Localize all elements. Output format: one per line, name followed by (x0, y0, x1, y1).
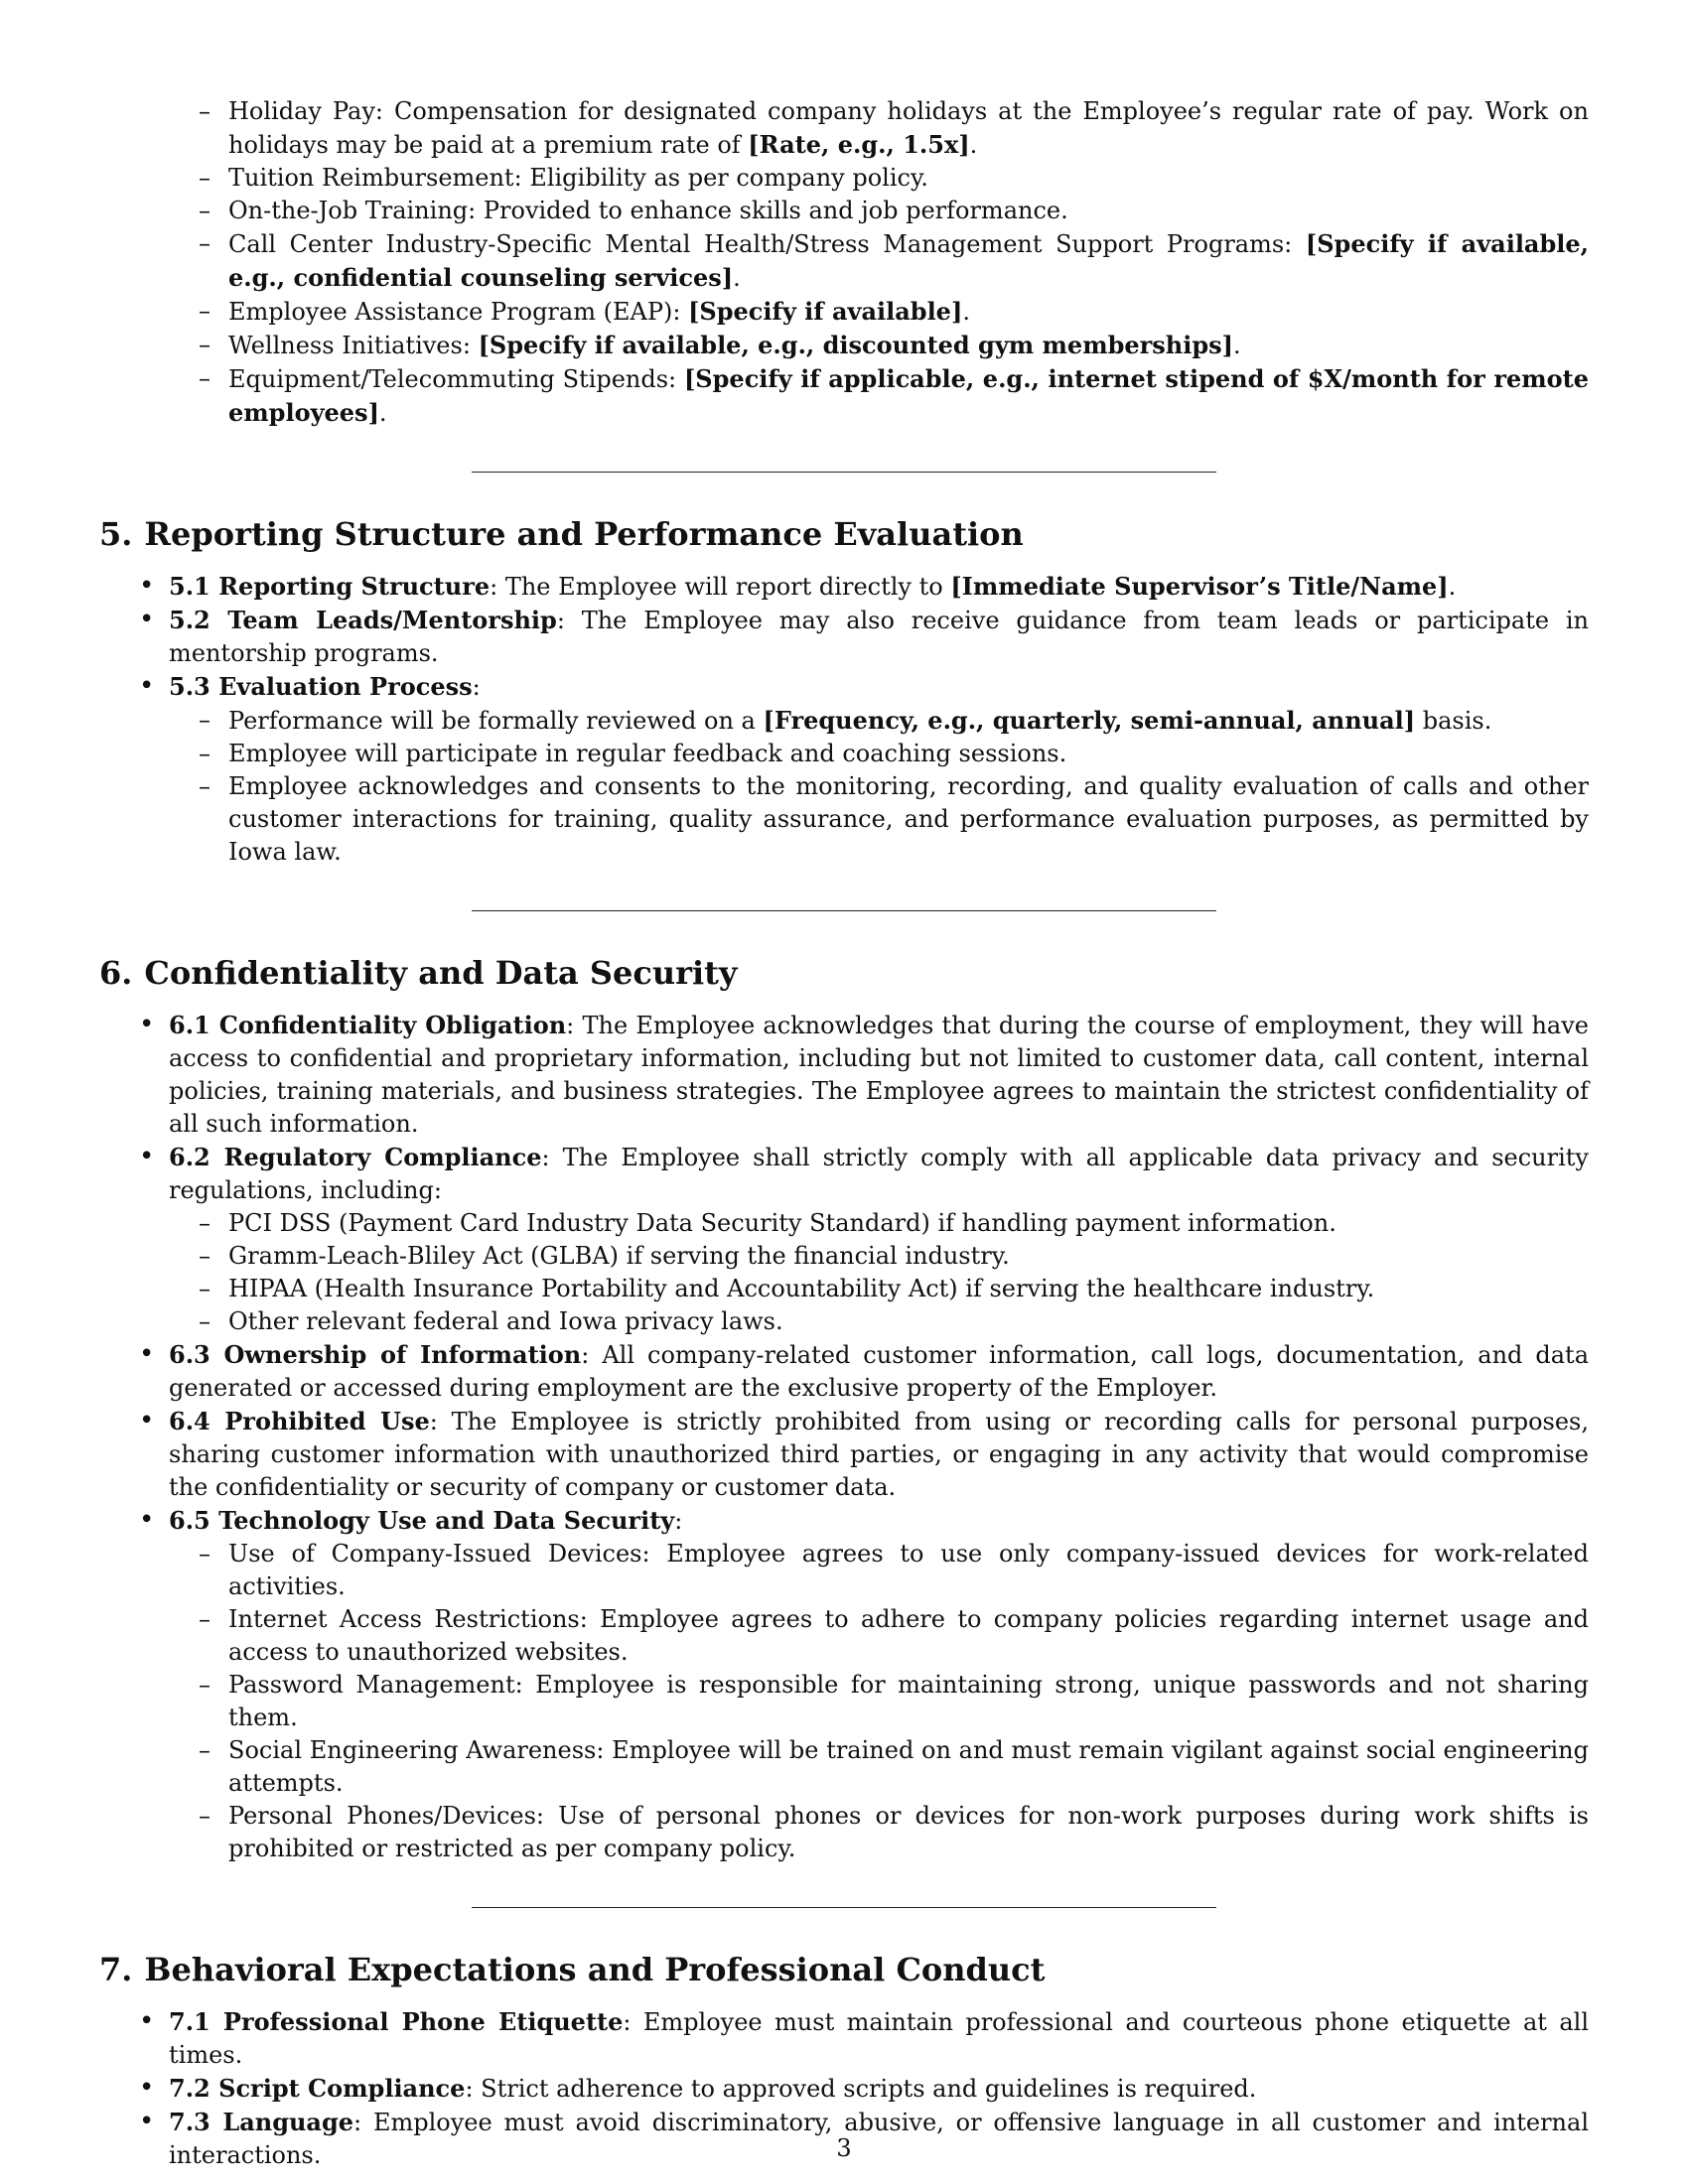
list-item: – Call Center Industry-Specific Mental Health/Stress Management Support Programs: [Specify if available, e.g., confidential counseling services]. (99, 227, 1589, 295)
list-item: – Gramm-Leach-Bliley Act (GLBA) if serving the financial industry. (169, 1240, 1589, 1273)
list-item: • 7.2 Script Compliance: Strict adherence to approved scripts and guidelines is required. (99, 2072, 1589, 2106)
list-item: – Performance will be formally reviewed on a [Frequency, e.g., quarterly, semi-annual, annual] basis. (169, 704, 1589, 738)
list-item: – Employee acknowledges and consents to the monitoring, recording, and quality evaluation of calls and other customer interactions for training, quality assurance, and performance evaluation purposes, as permitted by Iowa law. (169, 770, 1589, 869)
list-item: – On-the-Job Training: Provided to enhance skills and job performance. (99, 195, 1589, 227)
list-item: – Internet Access Restrictions: Employee agrees to adhere to company policies regarding internet usage and access to unauthorized websites. (169, 1603, 1589, 1669)
list-item: – Holiday Pay: Compensation for designated company holidays at the Employee’s regular rate of pay. Work on holidays may be paid at a premium rate of [Rate, e.g., 1.5x]. (99, 95, 1589, 162)
list-item: • 5.1 Reporting Structure: The Employee will report directly to [Immediate Supervisor’s Title/Name]. (99, 570, 1589, 604)
benefits-list (99, 95, 1589, 430)
list-item: – Equipment/Telecommuting Stipends: [Specify if applicable, e.g., internet stipend of $X/month for remote employees]. (99, 362, 1589, 430)
list-item: • 5.2 Team Leads/Mentorship: The Employee may also receive guidance from team leads or participate in mentorship programs. (99, 604, 1589, 670)
section-5-list (99, 570, 1589, 869)
list-item: • 6.5 Technology Use and Data Security: – Use of Company-Issued Devices: Employee agrees to use only company-issued devices for work-related activities. – Internet Access Restrictions: Employee agrees to adhere to company policies regarding internet usage and access to unauthorized websites. – Password Management: Employee is responsible for maintaining strong, unique passwords and not sharing them. – Social Engineering Awareness: Employee will be trained on and must remain vigilant against social engineering attempts. – Personal Phones/Devices: Use of personal phones or devices for non-work purposes during work shifts is prohibited or restricted as per company policy. (99, 1504, 1589, 1865)
list-item: – Employee Assistance Program (EAP): [Specify if available]. (99, 295, 1589, 329)
list-item: • 6.1 Confidentiality Obligation: The Employee acknowledges that during the course of employment, they will have access to confidential and proprietary information, including but not limited to customer data, call content, internal policies, training materials, and business strategies. The Employee agrees to maintain the strictest confidentiality of all such information. (99, 1009, 1589, 1141)
list-item: • 7.1 Professional Phone Etiquette: Employee must maintain professional and courteous phone etiquette at all times. (99, 2005, 1589, 2072)
list-item: – Tuition Reimbursement: Eligibility as per company policy. (99, 162, 1589, 195)
list-item: – Wellness Initiatives: [Specify if available, e.g., discounted gym memberships]. (99, 329, 1589, 362)
list-item: – Personal Phones/Devices: Use of personal phones or devices for non-work purposes during work shifts is prohibited or restricted as per company policy. (169, 1800, 1589, 1865)
list-item: • 6.3 Ownership of Information: All company-related customer information, call logs, documentation, and data generated or accessed during employment are the exclusive property of the Employer. (99, 1338, 1589, 1405)
technology-sublist (169, 1538, 1589, 1865)
section-divider (472, 910, 1216, 911)
page-number: 3 (836, 2134, 852, 2162)
regulations-sublist (169, 1207, 1589, 1338)
list-item: – Use of Company-Issued Devices: Employee agrees to use only company-issued devices for work-related activities. (169, 1538, 1589, 1603)
list-item: – Social Engineering Awareness: Employee will be trained on and must remain vigilant against social engineering attempts. (169, 1734, 1589, 1800)
section-divider (472, 472, 1216, 473)
list-item: • 6.2 Regulatory Compliance: The Employee shall strictly comply with all applicable data privacy and security regulations, including: – PCI DSS (Payment Card Industry Data Security Standard) if handling payment information. – Gramm-Leach-Bliley Act (GLBA) if serving the financial industry. – HIPAA (Health Insurance Portability and Accountability Act) if serving the healthcare industry. – Other relevant federal and Iowa privacy laws. (99, 1141, 1589, 1338)
section-6-heading: 6. Confidentiality and Data Security (99, 954, 738, 992)
list-item: – Employee will participate in regular feedback and coaching sessions. (169, 738, 1589, 770)
list-item: – Password Management: Employee is responsible for maintaining strong, unique passwords and not sharing them. (169, 1669, 1589, 1734)
section-divider (472, 1907, 1216, 1908)
section-5-heading: 5. Reporting Structure and Performance Evaluation (99, 515, 1024, 553)
list-item: • 5.3 Evaluation Process: – Performance will be formally reviewed on a [Frequency, e.g., quarterly, semi-annual, annual] basis. – Employee will participate in regular feedback and coaching sessions. – Employee acknowledges and consents to the monitoring, recording, and quality evaluation of calls and other customer interactions for training, quality assurance, and performance evaluation purposes, as permitted by Iowa law. (99, 670, 1589, 869)
section-7-heading: 7. Behavioral Expectations and Professional Conduct (99, 1951, 1046, 1988)
list-item: – HIPAA (Health Insurance Portability and Accountability Act) if serving the healthcare industry. (169, 1273, 1589, 1305)
list-item: – PCI DSS (Payment Card Industry Data Security Standard) if handling payment information. (169, 1207, 1589, 1240)
document-page (99, 95, 1589, 2172)
evaluation-sublist (169, 704, 1589, 869)
list-item: – Other relevant federal and Iowa privacy laws. (169, 1305, 1589, 1338)
list-item: • 7.3 Language: Employee must avoid discriminatory, abusive, or offensive language in all customer and internal interactions. (99, 2106, 1589, 2172)
section-6-list (99, 1009, 1589, 1865)
list-item: • 6.4 Prohibited Use: The Employee is strictly prohibited from using or recording calls for personal purposes, sharing customer information with unauthorized third parties, or engaging in any activity that would compromise the confidentiality or security of company or customer data. (99, 1405, 1589, 1504)
